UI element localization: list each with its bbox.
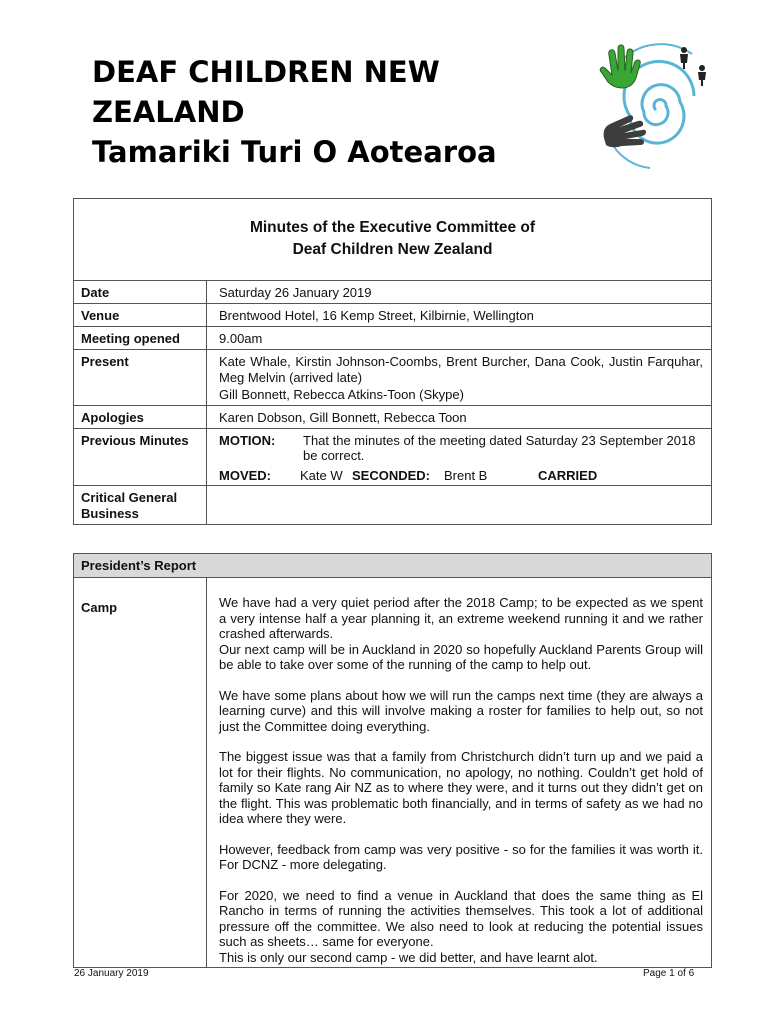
document-title	[92, 52, 572, 172]
title-line-2: ZEALAND	[92, 95, 245, 129]
minutes-heading-line-1: Minutes of the Executive Committee of	[249, 219, 536, 236]
moved-name: Kate W	[300, 467, 343, 483]
camp-label: Camp	[74, 578, 207, 968]
present-label: Present	[74, 350, 207, 406]
camp-paragraph-2: Our next camp will be in Auckland in 2020 so hopefully Auckland Parents Group will be able to take over some of the running of the camp to help out.	[219, 641, 704, 672]
title-line-1: DEAF CHILDREN NEW	[92, 55, 440, 89]
venue-label: Venue	[74, 304, 207, 327]
meeting-details-table	[73, 198, 712, 525]
present-remote: Gill Bonnett, Rebecca Atkins-Toon (Skype)	[219, 387, 464, 402]
camp-paragraph-3: We have some plans about how we will run the camps next time (they are always a learning curve) and this will involve making a roster for families to help out, so not just the Committee doing everything.	[219, 687, 704, 734]
present-attendees: Kate Whale, Kirstin Johnson-Coombs, Brent Burcher, Dana Cook, Justin Farquhar, Meg Melvin (arrived late)	[219, 354, 704, 385]
motion-text: That the minutes of the meeting dated Saturday 23 September 2018 be correct.	[303, 432, 696, 463]
motion-result: CARRIED	[538, 467, 598, 483]
previous-minutes-value	[207, 428, 712, 486]
children-figures-icon	[680, 47, 706, 86]
seconded-name: Brent B	[444, 467, 488, 483]
previous-minutes-label: Previous Minutes	[74, 428, 207, 486]
venue-value: Brentwood Hotel, 16 Kemp Street, Kilbirnie, Wellington	[207, 304, 712, 327]
title-line-3: Tamariki Turi O Aotearoa	[92, 135, 497, 169]
camp-paragraph-6: For 2020, we need to find a venue in Auckland that does the same thing as El Rancho in terms of running the activities themselves. This took a lot of additional pressure off the committee. We also need to look at reducing the potential issues such as sheets… same for everyone.	[219, 887, 704, 949]
camp-paragraph-1: We have had a very quiet period after the 2018 Camp; to be expected as we spent a very intense half a year planning it, an extreme weekend running it and we rather crashed afterwards.	[219, 595, 704, 641]
date-label: Date	[74, 281, 207, 304]
apologies-label: Apologies	[74, 405, 207, 428]
moved-label: MOVED:	[219, 467, 271, 483]
footer-date: 26 January 2019	[74, 968, 149, 979]
minutes-heading	[74, 199, 712, 281]
apologies-value: Karen Dobson, Gill Bonnett, Rebecca Toon	[207, 405, 712, 428]
camp-report	[207, 578, 712, 968]
presidents-report-heading: President’s Report	[74, 554, 712, 578]
camp-paragraph-5: However, feedback from camp was very positive - so for the families it was worth it. For DCNZ - more delegating.	[219, 841, 704, 872]
footer-page-number: Page 1 of 6	[643, 968, 695, 979]
critical-business-label: Critical General Business	[74, 486, 207, 525]
motion-label: MOTION:	[219, 432, 276, 448]
meeting-opened-label: Meeting opened	[74, 327, 207, 350]
critical-business-value	[207, 486, 712, 525]
minutes-heading-line-2: Deaf Children New Zealand	[292, 241, 493, 258]
dark-hand-icon	[604, 115, 646, 147]
meeting-opened-value: 9.00am	[207, 327, 712, 350]
camp-paragraph-7: This is only our second camp - we did better, and have learnt alot.	[219, 949, 598, 965]
seconded-label: SECONDED:	[352, 467, 431, 483]
date-value: Saturday 26 January 2019	[207, 281, 712, 304]
hands-spiral-logo-icon	[592, 40, 720, 172]
presidents-report-table	[73, 553, 712, 968]
present-value	[207, 350, 712, 406]
camp-paragraph-4: The biggest issue was that a family from Christchurch didn’t turn up and we paid a lot for their flights. No communication, no apology, no nothing. Couldn’t get hold of family so Kate rang Air NZ as to where they were, and it turns out they didn’t get on the flight. This was problematic both financially, and in terms of safety as we had no idea where they were.	[219, 749, 704, 826]
